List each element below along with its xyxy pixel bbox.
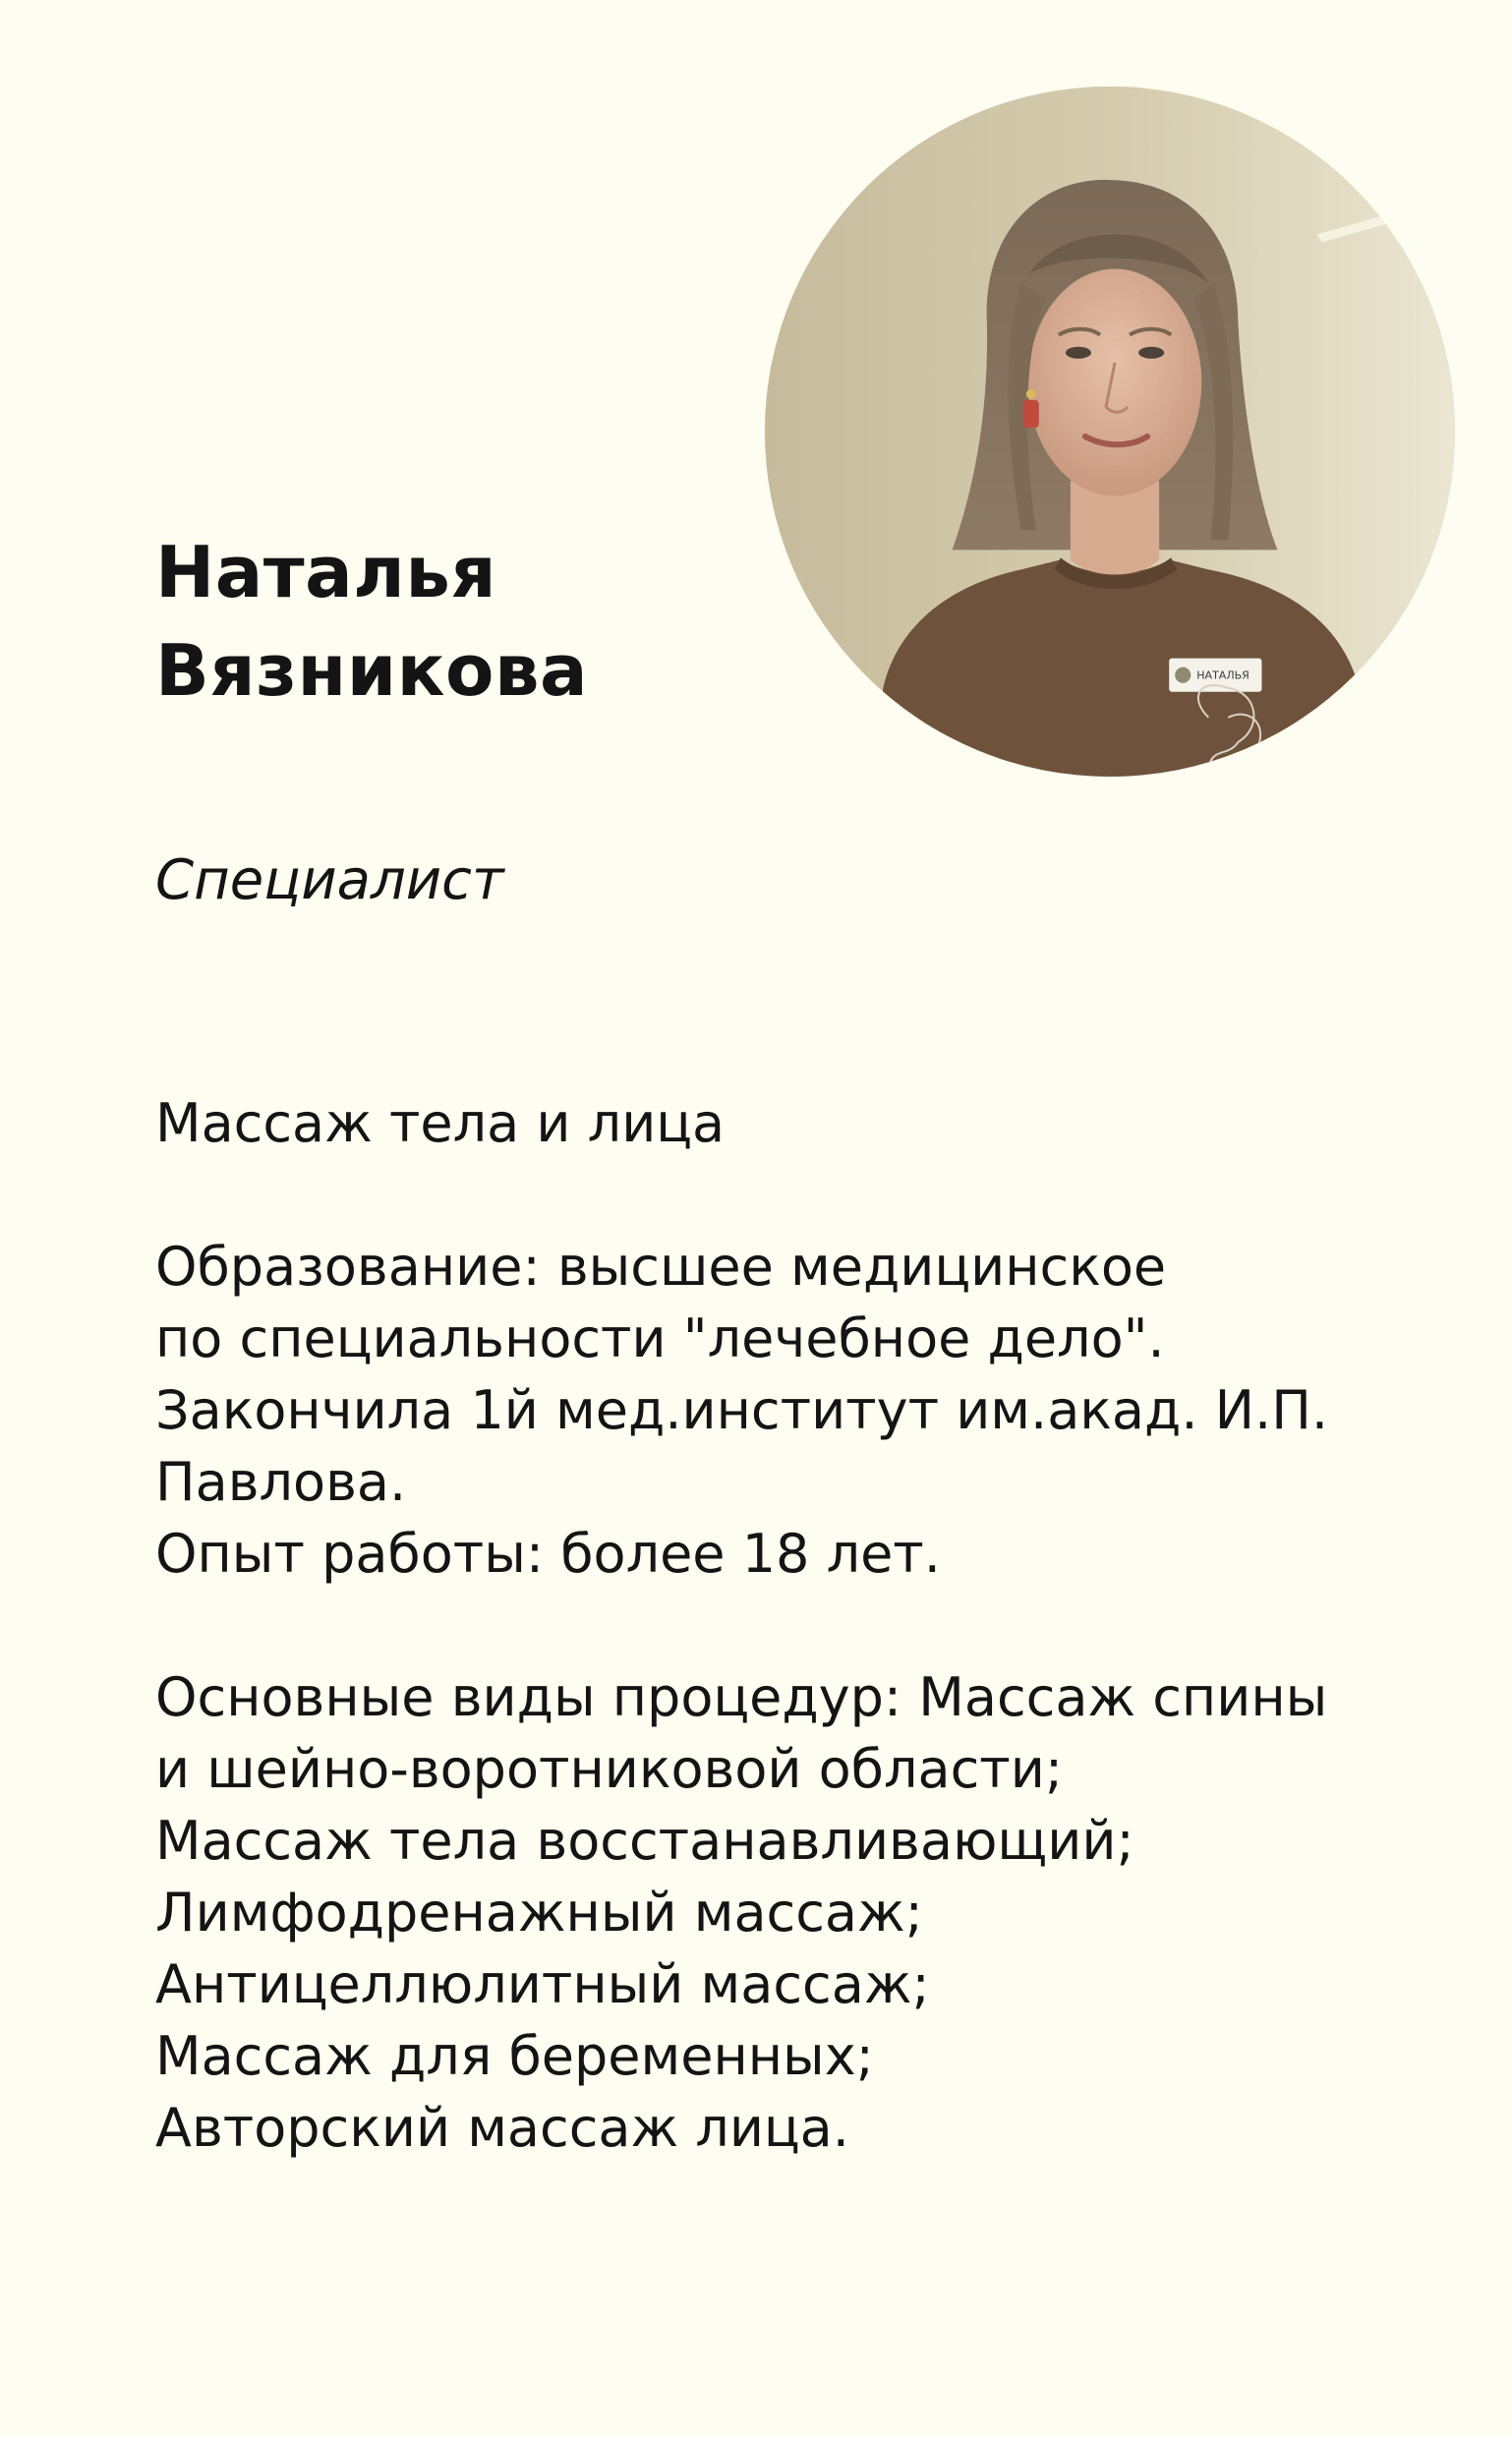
name-last: Вязникова	[155, 629, 589, 712]
procedures-line: Антицеллюлитный массаж;	[155, 1953, 930, 2015]
procedures-line: Основные виды процедур: Массаж спины	[155, 1666, 1328, 1728]
specialty-line: Массаж тела и лица	[155, 1092, 726, 1154]
procedures-line: Лимфодренажный массаж;	[155, 1882, 923, 1944]
procedures-line: и шейно-воротниковой области;	[155, 1738, 1064, 1800]
education-line: Образование: высшее медицинское	[155, 1236, 1167, 1298]
name-first: Наталья	[155, 531, 497, 613]
paragraph-gap	[155, 1159, 1492, 1231]
procedures-line: Авторский массаж лица.	[155, 2097, 849, 2159]
education-line: Закончила 1й мед.институт им.акад. И.П.	[155, 1379, 1328, 1441]
bio-text	[155, 1087, 1492, 2164]
procedures-line: Массаж для беременных;	[155, 2025, 874, 2087]
portrait-image	[765, 87, 1455, 777]
experience-line: Опыт работы: более 18 лет.	[155, 1523, 941, 1585]
paragraph-gap	[155, 1590, 1492, 1661]
portrait-photo	[765, 87, 1455, 777]
specialist-role: Специалист	[155, 848, 504, 912]
education-line: Павлова.	[155, 1451, 407, 1513]
badge-text: НАТАЛЬЯ	[1196, 668, 1250, 682]
procedures-line: Массаж тела восстанавливающий;	[155, 1810, 1134, 1872]
specialist-name	[155, 523, 765, 720]
education-line: по специальности "лечебное дело".	[155, 1307, 1165, 1369]
